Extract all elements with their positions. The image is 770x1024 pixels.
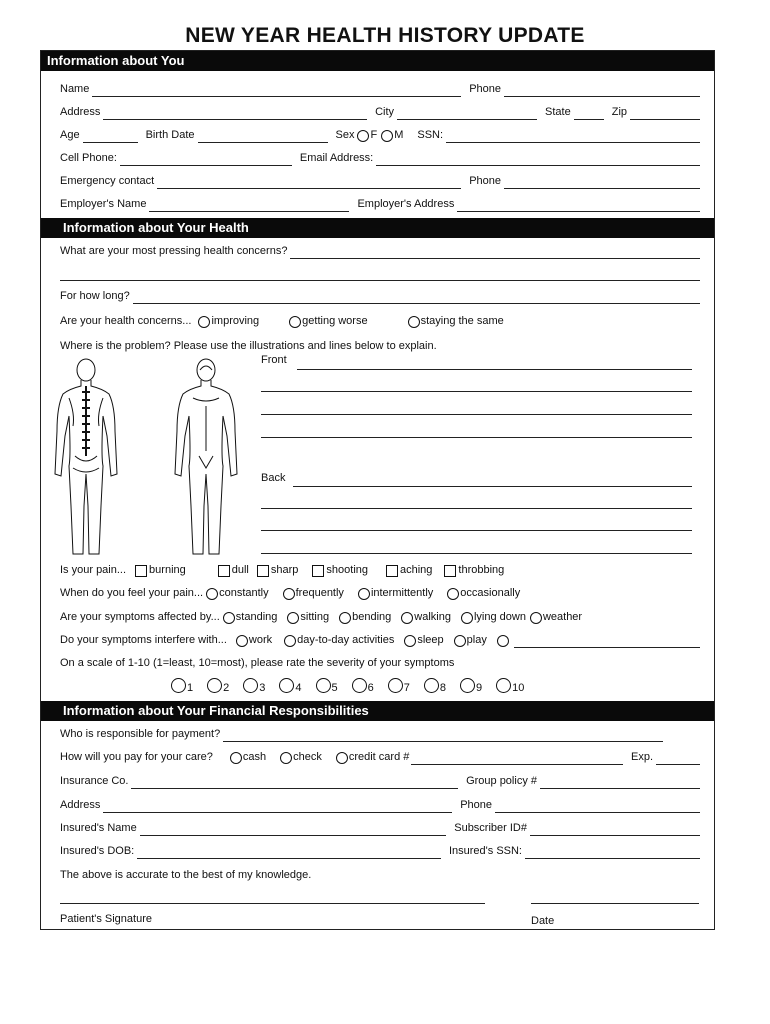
sex-m-option[interactable]: M [381, 127, 403, 143]
where-row [60, 338, 700, 354]
employer-address-label: Employer's Address [357, 198, 455, 210]
interfere-day-to-day[interactable]: day-to-day activities [284, 632, 394, 648]
phone-label: Phone [469, 83, 501, 95]
radio-circle[interactable] [198, 316, 210, 328]
radio-circle[interactable] [357, 130, 369, 142]
front-label: Front [261, 354, 287, 366]
interfere-row [60, 632, 700, 648]
insured-ssn-field[interactable] [525, 847, 700, 859]
exp-field[interactable] [656, 753, 700, 765]
radio-circle[interactable] [497, 635, 509, 647]
front-line-3[interactable] [261, 414, 692, 415]
employer-name-label: Employer's Name [60, 198, 147, 210]
employer-row [60, 196, 700, 212]
front-line-1[interactable] [297, 369, 692, 370]
concerns-are-label: Are your health concerns... [60, 315, 192, 327]
radio-circle[interactable] [236, 635, 248, 647]
phone-field[interactable] [504, 85, 700, 97]
radio-circle[interactable] [496, 678, 511, 693]
radio-circle[interactable] [289, 316, 301, 328]
emergency-phone-label: Phone [469, 175, 501, 187]
city-label: City [375, 106, 395, 118]
radio-circle[interactable] [206, 588, 218, 600]
checkbox[interactable] [386, 565, 398, 577]
emergency-phone-field[interactable] [504, 177, 700, 189]
insured-name-label: Insured's Name [60, 822, 137, 834]
emergency-row [60, 173, 700, 189]
affected-lying-down[interactable]: lying down [461, 609, 526, 625]
zip-field[interactable] [630, 108, 700, 120]
concerns-row [60, 243, 700, 259]
address-label: Address [60, 106, 101, 118]
interfere-label: Do your symptoms interfere with... [60, 634, 227, 646]
radio-circle[interactable] [447, 588, 459, 600]
scale-option-6[interactable]: 6 [352, 678, 374, 694]
group-field[interactable] [540, 777, 700, 789]
concerns-field-2[interactable] [60, 269, 700, 281]
when-occasionally[interactable]: occasionally [447, 585, 520, 601]
radio-circle[interactable] [280, 752, 292, 764]
form-title: NEW YEAR HEALTH HISTORY UPDATE [185, 24, 585, 47]
signature-label: Patient's Signature [60, 913, 152, 925]
radio-circle[interactable] [284, 635, 296, 647]
emergency-field[interactable] [157, 177, 461, 189]
when-pain-label: When do you feel your pain... [60, 587, 204, 599]
age-label: Age [60, 129, 80, 141]
radio-circle[interactable] [283, 588, 295, 600]
name-field[interactable] [92, 85, 461, 97]
credit-card-field[interactable] [411, 753, 623, 765]
date-label: Date [531, 915, 555, 927]
cell-phone-label: Cell Phone: [60, 152, 117, 164]
subscriber-label: Subscriber ID# [454, 822, 527, 834]
pay-credit-card[interactable]: credit card # [336, 749, 410, 765]
subscriber-field[interactable] [530, 824, 700, 836]
pain-dull[interactable]: dull [218, 562, 249, 578]
insured-dob-row [60, 843, 700, 859]
affected-bending[interactable]: bending [339, 609, 391, 625]
fin-address-row [60, 797, 700, 813]
insured-name-field[interactable] [140, 824, 447, 836]
ssn-label: SSN: [417, 129, 444, 141]
name-row [60, 81, 700, 97]
radio-circle[interactable] [279, 678, 294, 693]
checkbox[interactable] [135, 565, 147, 577]
fin-phone-field[interactable] [495, 801, 700, 813]
pain-shooting[interactable]: shooting [312, 562, 368, 578]
insured-name-row [60, 820, 700, 836]
radio-circle[interactable] [336, 752, 348, 764]
address-field[interactable] [103, 108, 367, 120]
radio-circle[interactable] [223, 612, 235, 624]
insured-ssn-label: Insured's SSN: [448, 845, 522, 857]
back-line-1[interactable] [293, 486, 692, 487]
radio-circle[interactable] [352, 678, 367, 693]
state-label: State [545, 106, 571, 118]
pain-throbbing[interactable]: throbbing [444, 562, 504, 578]
fin-address-field[interactable] [103, 801, 452, 813]
pain-burning[interactable]: burning [135, 562, 186, 578]
how-long-field[interactable] [133, 292, 700, 304]
radio-circle[interactable] [339, 612, 351, 624]
how-pay-row [60, 749, 700, 765]
concern-improving[interactable]: improving [198, 313, 259, 329]
radio-circle[interactable] [207, 678, 222, 693]
severity-scale [171, 678, 538, 694]
back-label: Back [261, 472, 286, 484]
birth-date-label: Birth Date [145, 129, 195, 141]
radio-circle[interactable] [171, 678, 186, 693]
radio-circle[interactable] [230, 752, 242, 764]
accurate-row [60, 867, 700, 883]
health-history-form [40, 50, 715, 930]
section-health-header: Information about Your Health [41, 218, 714, 238]
front-line-2[interactable] [261, 391, 692, 392]
concerns-are-row [60, 313, 700, 329]
checkbox[interactable] [257, 565, 269, 577]
employer-name-field[interactable] [149, 200, 349, 212]
state-field[interactable] [574, 108, 604, 120]
insurance-row [60, 773, 700, 789]
back-line-2[interactable] [261, 508, 692, 509]
pain-type-row [60, 562, 700, 578]
interfere-play[interactable]: play [454, 632, 487, 648]
zip-label: Zip [611, 106, 627, 118]
age-field[interactable] [83, 131, 138, 143]
interfere-other-field[interactable] [514, 636, 700, 648]
insurance-label: Insurance Co. [60, 775, 129, 787]
checkbox[interactable] [312, 565, 324, 577]
ssn-field[interactable] [446, 131, 700, 143]
radio-circle[interactable] [454, 635, 466, 647]
affected-weather[interactable]: weather [530, 609, 582, 625]
front-line-4[interactable] [261, 437, 692, 438]
pain-aching[interactable]: aching [386, 562, 432, 578]
radio-circle[interactable] [424, 678, 439, 693]
affected-label: Are your symptoms affected by... [60, 611, 220, 623]
section-financial-header: Information about Your Financial Responsibilities [41, 701, 714, 721]
pay-check[interactable]: check [280, 749, 322, 765]
cell-phone-field[interactable] [120, 154, 292, 166]
insurance-field[interactable] [131, 777, 458, 789]
email-field[interactable] [376, 154, 700, 166]
affected-row [60, 609, 700, 625]
pain-type-label: Is your pain... [60, 564, 127, 576]
checkbox[interactable] [218, 565, 230, 577]
concerns-label: What are your most pressing health concerns? [60, 245, 288, 257]
scale-option-5[interactable]: 5 [316, 678, 338, 694]
back-line-4[interactable] [261, 553, 692, 554]
who-pays-row [60, 726, 700, 742]
where-label: Where is the problem? Please use the illustrations and lines below to explain. [60, 340, 437, 352]
interfere-other[interactable] [497, 635, 510, 648]
radio-circle[interactable] [460, 678, 475, 693]
affected-sitting[interactable]: sitting [287, 609, 329, 625]
scale-option-2[interactable]: 2 [207, 678, 229, 694]
affected-walking[interactable]: walking [401, 609, 451, 625]
radio-circle[interactable] [358, 588, 370, 600]
radio-circle[interactable] [408, 316, 420, 328]
radio-circle[interactable] [461, 612, 473, 624]
scale-question-row [60, 655, 700, 671]
who-pays-label: Who is responsible for payment? [60, 728, 221, 740]
radio-circle[interactable] [316, 678, 331, 693]
insured-dob-label: Insured's DOB: [60, 845, 135, 857]
section-about-you-header: Information about You [41, 51, 714, 71]
back-body-figure[interactable] [51, 356, 121, 561]
scale-option-3[interactable]: 3 [243, 678, 265, 694]
back-line-3[interactable] [261, 530, 692, 531]
scale-question-label: On a scale of 1-10 (1=least, 10=most), please rate the severity of your symptoms [60, 657, 455, 669]
pay-cash[interactable]: cash [230, 749, 266, 765]
scale-option-4[interactable]: 4 [279, 678, 301, 694]
interfere-work[interactable]: work [236, 632, 272, 648]
signature-line[interactable] [60, 903, 485, 904]
employer-address-field[interactable] [457, 200, 700, 212]
city-field[interactable] [397, 108, 537, 120]
how-long-label: For how long? [60, 290, 130, 302]
interfere-sleep[interactable]: sleep [404, 632, 443, 648]
pain-sharp[interactable]: sharp [257, 562, 299, 578]
radio-circle[interactable] [404, 635, 416, 647]
radio-circle[interactable] [388, 678, 403, 693]
checkbox[interactable] [444, 565, 456, 577]
sex-f-option[interactable]: F [357, 127, 377, 143]
insured-dob-field[interactable] [137, 847, 441, 859]
who-pays-field[interactable] [223, 730, 663, 742]
birth-date-field[interactable] [198, 131, 328, 143]
when-frequently[interactable]: frequently [283, 585, 344, 601]
concern-getting-worse[interactable]: getting worse [289, 313, 367, 329]
concerns-row-2 [60, 265, 700, 281]
when-constantly[interactable]: constantly [206, 585, 269, 601]
affected-standing[interactable]: standing [223, 609, 278, 625]
scale-option-8[interactable]: 8 [424, 678, 446, 694]
cell-phone-row [60, 150, 700, 166]
scale-option-1[interactable]: 1 [171, 678, 193, 694]
accurate-statement: The above is accurate to the best of my knowledge. [60, 869, 312, 881]
fin-address-label: Address [60, 799, 101, 811]
sex-label: Sex [335, 129, 355, 141]
address-row [60, 104, 700, 120]
group-label: Group policy # [466, 775, 537, 787]
how-pay-label: How will you pay for your care? [60, 751, 213, 763]
emergency-label: Emergency contact [60, 175, 155, 187]
scale-option-7[interactable]: 7 [388, 678, 410, 694]
exp-label: Exp. [630, 751, 653, 763]
date-line[interactable] [531, 903, 699, 904]
scale-option-9[interactable]: 9 [460, 678, 482, 694]
when-intermittently[interactable]: intermittently [358, 585, 433, 601]
fin-phone-label: Phone [460, 799, 492, 811]
when-pain-row [60, 585, 700, 601]
radio-circle[interactable] [287, 612, 299, 624]
name-label: Name [60, 83, 90, 95]
how-long-row [60, 288, 700, 304]
front-body-figure[interactable] [171, 356, 241, 561]
scale-option-10[interactable]: 10 [496, 678, 524, 694]
radio-circle[interactable] [243, 678, 258, 693]
age-row [60, 127, 700, 143]
concerns-field[interactable] [290, 247, 700, 259]
email-label: Email Address: [299, 152, 374, 164]
concern-staying-same[interactable]: staying the same [408, 313, 504, 329]
radio-circle[interactable] [401, 612, 413, 624]
radio-circle[interactable] [530, 612, 542, 624]
radio-circle[interactable] [381, 130, 393, 142]
